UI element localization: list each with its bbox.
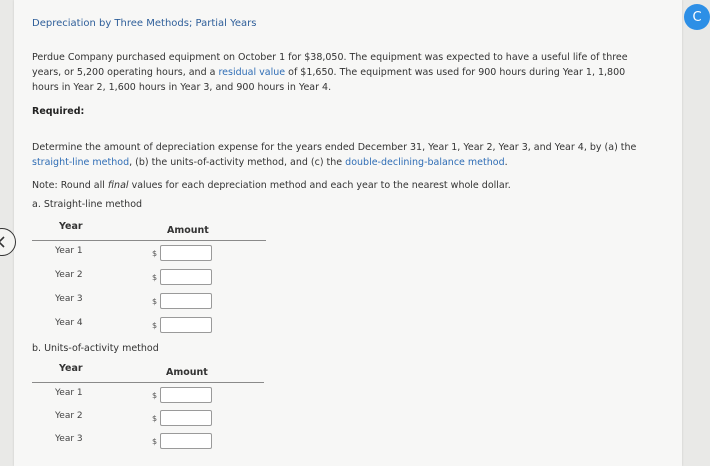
section-a-year2-amount-input[interactable] xyxy=(160,269,212,285)
section-a-year4-amount-input[interactable] xyxy=(160,317,212,333)
section-a-amount-header: Amount xyxy=(167,225,209,236)
problem-panel: Depreciation by Three Methods; Partial Years Perdue Company purchased equipment on October 1 for $38,050. The equipment was expected to have a useful life of three years, or 5,200 operating hours, and a residual value of $1,650. The equipment was used for 900 hours during Year 1, 1,800 hours in Year 2, 1,600 hours in Year 3, and 900 hours in Year 4. Required: Determine the amount of depreciation expense for the years ended December 31, Year 1, Year 2, Year 3, and Year 4, by (a) the straight-line method, (b) the units-of-activity method, and (c) the double-declining-balance method. Note: Round all final values for each depreciation method and each year to the nearest whole dollar. a. Straight-line method Year Amount Year 1 $ Year 2 $ Year 3 $ Year 4 $ b. Units-of-activity method Year Amount Year 1 $ Year 2 $ Year 3 $ xyxy=(14,0,682,466)
problem-title: Depreciation by Three Methods; Partial Years xyxy=(32,18,257,29)
section-a-header-rule xyxy=(32,240,266,241)
corner-logo-button[interactable] xyxy=(684,4,710,30)
section-b-header-rule xyxy=(32,382,264,383)
section-b-year1-amount-input[interactable] xyxy=(160,387,212,403)
rounding-note: Note: Round all final values for each depreciation method and each year to the nearest whole dollar. xyxy=(32,180,511,191)
section-b-title: b. Units-of-activity method xyxy=(32,343,159,354)
section-b-year2-amount-input[interactable] xyxy=(160,410,212,426)
section-a-year3-amount-input[interactable] xyxy=(160,293,212,309)
section-b-amount-header: Amount xyxy=(166,367,208,378)
section-b-year3-amount-input[interactable] xyxy=(160,433,212,449)
circular-logo-icon: C xyxy=(692,9,702,25)
task-description: Determine the amount of depreciation expense for the years ended December 31, Year 1, Year 2, Year 3, and Year 4, by (a) the straight-line method, (b) the units-of-activity method, and (c) the double-declining-balance method. xyxy=(32,142,637,168)
section-b-year-header: Year xyxy=(59,363,83,374)
section-a-title: a. Straight-line method xyxy=(32,199,143,210)
residual-value-link[interactable]: residual value xyxy=(218,67,286,78)
problem-description: Perdue Company purchased equipment on October 1 for $38,050. The equipment was expected to have a useful life of three years, or 5,200 operating hours, and a residual value of $1,650. The equipment was used for 900 hours during Year 1, 1,800 hours in Year 2, 1,600 hours in Year 3, and 900 hours in Year 4. xyxy=(32,52,628,93)
chevron-left-icon xyxy=(0,235,9,249)
required-heading: Required: xyxy=(32,106,85,117)
section-a-year-header: Year xyxy=(59,221,83,232)
straight-line-link[interactable]: straight-line method xyxy=(32,157,130,168)
section-a-year1-amount-input[interactable] xyxy=(160,245,212,261)
double-declining-link[interactable]: double-declining-balance method xyxy=(345,157,505,168)
